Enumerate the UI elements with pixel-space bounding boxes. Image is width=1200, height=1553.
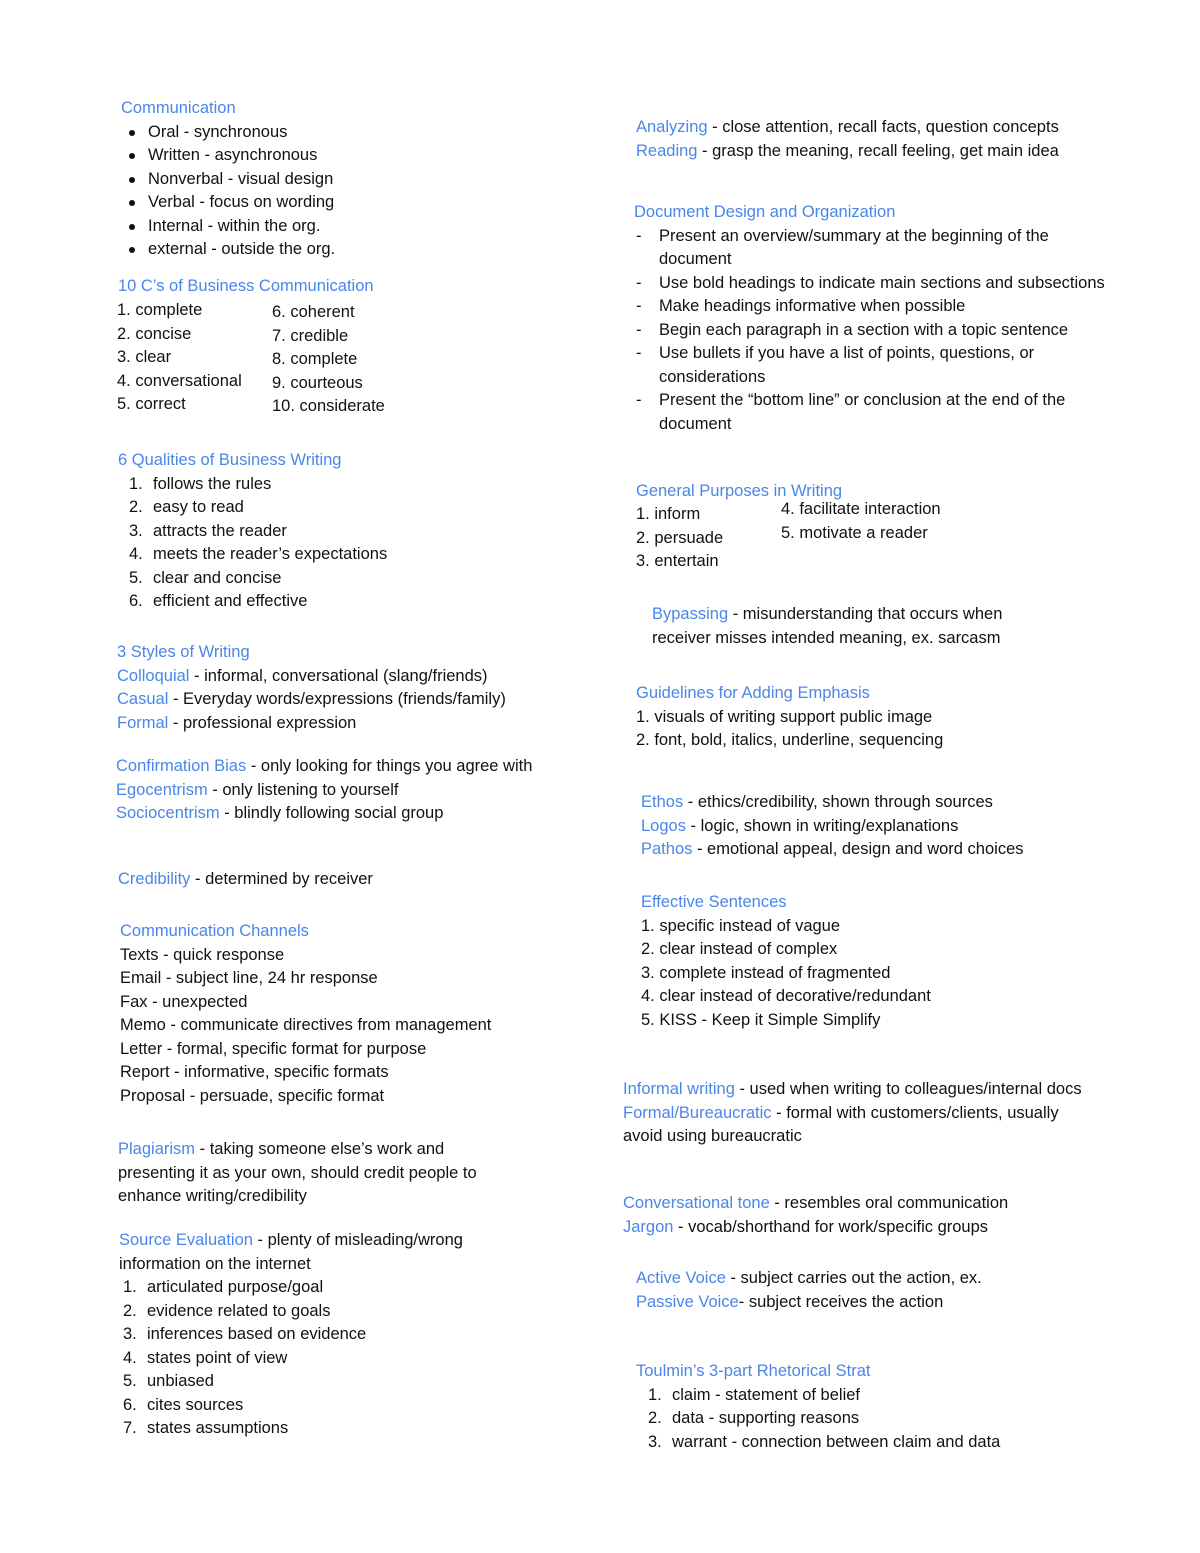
channels-section <box>120 920 491 1108</box>
list-item: 6. coherent <box>272 303 355 321</box>
definition-line: avoid using bureaucratic <box>623 1127 802 1145</box>
sentences-heading: Effective Sentences <box>641 893 787 911</box>
styles-section <box>117 641 506 735</box>
source-evaluation-section <box>119 1229 463 1441</box>
list-item: 4. conversational <box>117 371 242 390</box>
list-item: Fax - unexpected <box>120 992 248 1011</box>
list-item: 7. states assumptions <box>123 1419 289 1437</box>
list-item: - Make headings informative when possible <box>634 295 1114 319</box>
voice-section <box>636 1267 982 1314</box>
list-item: 5. unbiased <box>123 1372 214 1390</box>
definition: Egocentrism - only listening to yourself <box>116 780 399 799</box>
list-item: Email - subject line, 24 hr response <box>120 969 378 987</box>
toulmin-heading: Toulmin’s 3-part Rhetorical Strat <box>636 1362 871 1380</box>
list-item: 3. inferences based on evidence <box>123 1325 367 1343</box>
definition-line: presenting it as your own, should credit people to <box>118 1163 477 1182</box>
doc-design-heading: Document Design and Organization <box>634 203 896 221</box>
ten-cs-col1 <box>117 299 242 417</box>
source-evaluation-list <box>123 1276 463 1441</box>
list-item: Letter - formal, specific format for purpose <box>120 1039 427 1058</box>
definition: Source Evaluation - plenty of misleading/wrong <box>119 1231 463 1249</box>
list-item: 1. complete <box>117 301 203 319</box>
definition-line: information on the internet <box>119 1254 311 1273</box>
list-item: Texts - quick response <box>120 945 285 964</box>
channels-heading: Communication Channels <box>120 922 309 940</box>
six-qualities-heading: 6 Qualities of Business Writing <box>118 451 342 469</box>
definition: Casual - Everyday words/expressions (friends/family) <box>117 690 506 708</box>
list-item: - Use bold headings to indicate main sections and subsections <box>634 272 1114 296</box>
styles-heading: 3 Styles of Writing <box>117 643 250 661</box>
list-item: 2. data - supporting reasons <box>648 1409 860 1427</box>
appeals-section <box>641 791 1024 862</box>
definition: Colloquial - informal, conversational (slang/friends) <box>117 666 488 685</box>
list-item: 8. complete <box>272 350 358 368</box>
list-item: 6. cites sources <box>123 1395 244 1414</box>
list-item: - Begin each paragraph in a section with a topic sentence <box>634 319 1114 343</box>
definition: Sociocentrism - blindly following social group <box>116 804 444 822</box>
list-item: - Use bullets if you have a list of points, questions, or considerations <box>634 342 1114 389</box>
list-item: external - outside the org. <box>120 238 335 262</box>
list-item: - Present the “bottom line” or conclusion at the end of the document <box>634 389 1114 436</box>
definition: Active Voice - subject carries out the action, ex. <box>636 1269 982 1287</box>
definition: Passive Voice- subject receives the action <box>636 1292 944 1311</box>
list-item: 1. articulated purpose/goal <box>123 1278 324 1296</box>
definition: Ethos - ethics/credibility, shown through sources <box>641 793 993 811</box>
communication-heading: Communication <box>121 99 236 117</box>
list-item: 2. font, bold, italics, underline, sequencing <box>636 731 944 749</box>
credibility-section <box>118 868 373 892</box>
definition: Bypassing - misunderstanding that occurs when <box>652 605 1003 623</box>
doc-design-list <box>634 225 1114 437</box>
definition: Formal/Bureaucratic - formal with customers/clients, usually <box>623 1103 1059 1122</box>
purposes-col2 <box>781 498 941 545</box>
list-item: Internal - within the org. <box>120 215 335 239</box>
list-item: 3. attracts the reader <box>129 521 287 540</box>
toulmin-section <box>636 1360 1000 1454</box>
list-item: 2. concise <box>117 324 192 343</box>
toulmin-list <box>648 1384 1000 1455</box>
definition: Confirmation Bias - only looking for things you agree with <box>116 757 533 775</box>
list-item: 1. inform <box>636 505 701 523</box>
list-item: 5. correct <box>117 395 186 413</box>
ten-cs-heading: 10 C’s of Business Communication <box>118 277 374 295</box>
list-item: 6. efficient and effective <box>129 592 308 610</box>
list-item: 1. follows the rules <box>129 474 272 493</box>
tone-section <box>623 1192 1008 1239</box>
bypassing-section <box>652 603 1002 650</box>
list-item: 2. easy to read <box>129 498 244 516</box>
ten-cs-section <box>118 275 374 299</box>
list-item: - Present an overview/summary at the beginning of the document <box>634 225 1114 272</box>
list-item: Written - asynchronous <box>120 144 335 168</box>
definition: Analyzing - close attention, recall facts, question concepts <box>636 118 1059 136</box>
list-item: Report - informative, specific formats <box>120 1063 389 1081</box>
list-item: 5. motivate a reader <box>781 523 928 542</box>
communication-section <box>121 97 335 262</box>
emphasis-heading: Guidelines for Adding Emphasis <box>636 684 870 702</box>
list-item: 2. clear instead of complex <box>641 940 838 958</box>
list-item: 1. visuals of writing support public image <box>636 707 933 726</box>
list-item: 5. KISS - Keep it Simple Simplify <box>641 1010 881 1029</box>
six-qualities-list <box>129 473 387 614</box>
communication-list <box>120 121 335 262</box>
list-item: 9. courteous <box>272 373 363 392</box>
list-item: 4. facilitate interaction <box>781 500 941 518</box>
definition-line: enhance writing/credibility <box>118 1187 307 1205</box>
informal-section <box>623 1078 1082 1149</box>
purposes-heading: General Purposes in Writing <box>636 482 843 500</box>
list-item: 4. states point of view <box>123 1348 288 1367</box>
definition: Reading - grasp the meaning, recall feeling, get main idea <box>636 141 1059 160</box>
list-item: 3. complete instead of fragmented <box>641 963 891 982</box>
definition: Jargon - vocab/shorthand for work/specific groups <box>623 1217 989 1236</box>
list-item: Nonverbal - visual design <box>120 168 335 192</box>
list-item: 2. evidence related to goals <box>123 1301 331 1320</box>
emphasis-section <box>636 682 943 753</box>
definition: Plagiarism - taking someone else’s work and <box>118 1140 445 1158</box>
definition: Pathos - emotional appeal, design and word choices <box>641 840 1024 858</box>
plagiarism-section <box>118 1138 477 1209</box>
definition: Credibility - determined by receiver <box>118 870 373 888</box>
list-item: 4. clear instead of decorative/redundant <box>641 987 931 1005</box>
sentences-section <box>641 891 931 1032</box>
definition: Logos - logic, shown in writing/explanations <box>641 816 959 835</box>
definition: Informal writing - used when writing to colleagues/internal docs <box>623 1080 1082 1098</box>
list-item: 3. warrant - connection between claim and data <box>648 1432 1001 1451</box>
definition-line: receiver misses intended meaning, ex. sarcasm <box>652 628 1001 647</box>
ten-cs-col2 <box>272 301 385 419</box>
list-item: 3. entertain <box>636 552 719 570</box>
list-item: Verbal - focus on wording <box>120 191 335 215</box>
list-item: Proposal - persuade, specific format <box>120 1086 385 1105</box>
bias-section <box>116 755 532 826</box>
doc-design-section <box>634 201 1114 436</box>
list-item: 7. credible <box>272 326 349 345</box>
list-item: 3. clear <box>117 348 172 366</box>
definition: Conversational tone - resembles oral communication <box>623 1194 1009 1212</box>
definition: Formal - professional expression <box>117 713 357 732</box>
list-item: 1. specific instead of vague <box>641 916 841 935</box>
list-item: 5. clear and concise <box>129 568 282 587</box>
analyzing-section <box>636 116 1059 163</box>
list-item: 2. persuade <box>636 528 724 547</box>
list-item: Oral - synchronous <box>120 121 335 145</box>
list-item: 1. claim - statement of belief <box>648 1385 860 1404</box>
list-item: 4. meets the reader’s expectations <box>129 545 388 563</box>
list-item: Memo - communicate directives from management <box>120 1016 492 1034</box>
purposes-col1 <box>636 503 723 574</box>
list-item: 10. considerate <box>272 397 385 415</box>
six-qualities-section <box>118 449 387 614</box>
